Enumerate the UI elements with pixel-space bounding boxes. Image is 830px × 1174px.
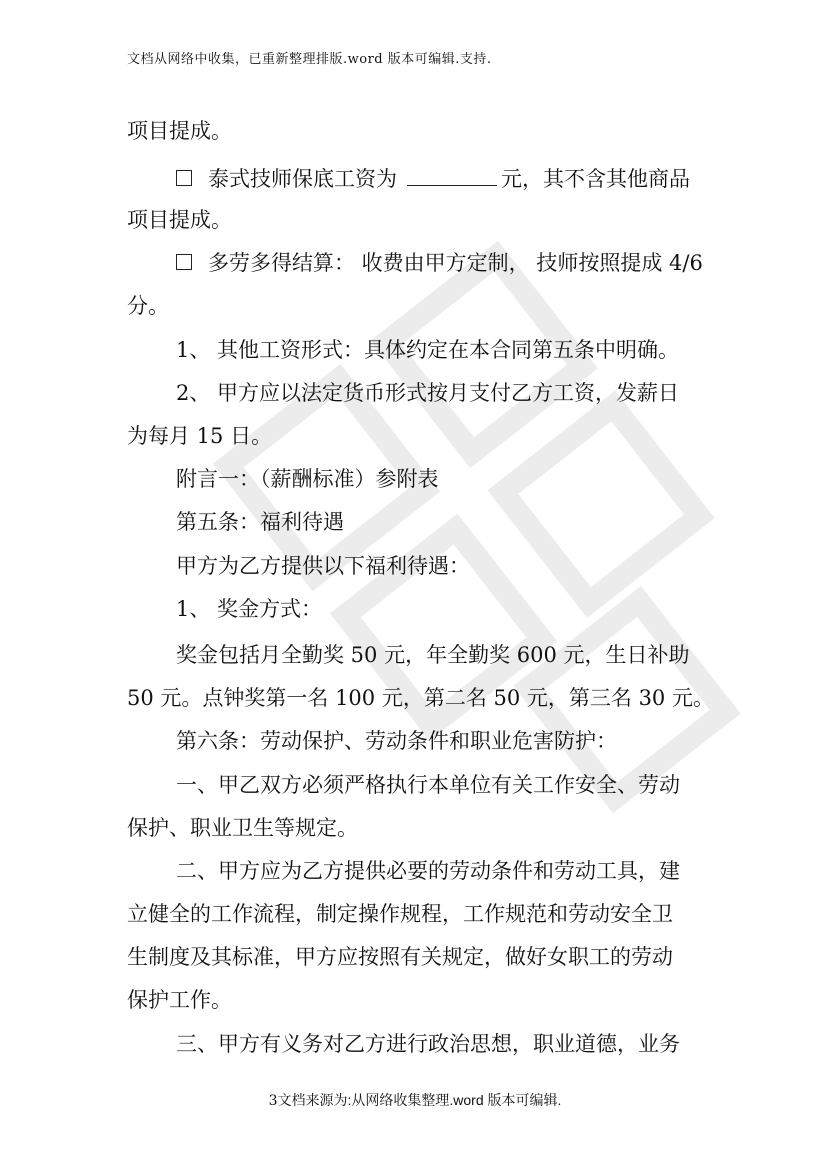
paragraph-line: 保护、职业卫生等规定。 [127, 816, 358, 840]
salary-blank-field[interactable] [407, 167, 497, 186]
footer-source-text: 文档来源为:从网络收集整理.word 版本可编辑. [277, 1092, 562, 1108]
section-heading-article-5: 第五条：福利待遇 [176, 510, 344, 534]
page-footer [0, 1090, 830, 1110]
page-number: 3 [268, 1093, 278, 1109]
checkbox-icon[interactable] [176, 170, 192, 186]
page-header: 文档从网络中收集，已重新整理排版.word 版本可编辑.支持. [127, 52, 492, 67]
paragraph-line: 生制度及其标准，甲方应按照有关规定，做好女职工的劳动 [127, 945, 673, 969]
paragraph-line: 保护工作。 [127, 988, 232, 1012]
paragraph-line: 立健全的工作流程，制定操作规程，工作规范和劳动安全卫 [127, 902, 673, 926]
appendix-note: 附言一：（薪酬标准）参附表 [176, 467, 439, 491]
paragraph-line: 1、 其他工资形式：具体约定在本合同第五条中明确。 [176, 338, 680, 362]
checkbox-option-commission [176, 253, 703, 274]
option-text-before: 泰式技师保底工资为 [208, 167, 397, 191]
paragraph-line: 三、甲方有义务对乙方进行政治思想，职业道德，业务 [176, 1032, 680, 1056]
checkbox-icon[interactable] [176, 254, 192, 270]
paragraph-line: 50 元。点钟奖第一名 100 元，第二名 50 元，第三名 30 元。 [127, 686, 714, 710]
paragraph-line: 1、 奖金方式： [176, 597, 323, 621]
paragraph-line: 一、甲乙双方必须严格执行本单位有关工作安全、劳动 [176, 773, 680, 797]
paragraph-line: 甲方为乙方提供以下福利待遇： [176, 554, 470, 578]
paragraph-line: 2、 甲方应以法定货币形式按月支付乙方工资，发薪日 [176, 381, 680, 405]
paragraph-line: 为每月 15 日。 [127, 424, 273, 448]
paragraph-line: 项目提成。 [127, 208, 232, 232]
section-heading-article-6: 第六条：劳动保护、劳动条件和职业危害防护： [176, 729, 617, 753]
option-text-after: 元，其不含其他商品 [501, 167, 690, 191]
paragraph-line: 奖金包括月全勤奖 50 元，年全勤奖 600 元，生日补助 [176, 643, 690, 667]
paragraph-line: 二、甲方应为乙方提供必要的劳动条件和劳动工具，建 [176, 859, 680, 883]
paragraph-line: 项目提成。 [127, 119, 232, 143]
checkbox-option-base-salary [176, 167, 690, 190]
option-text: 多劳多得结算： 收费由甲方定制， 技师按照提成 4/6 [208, 251, 703, 275]
paragraph-line: 分。 [127, 294, 169, 318]
